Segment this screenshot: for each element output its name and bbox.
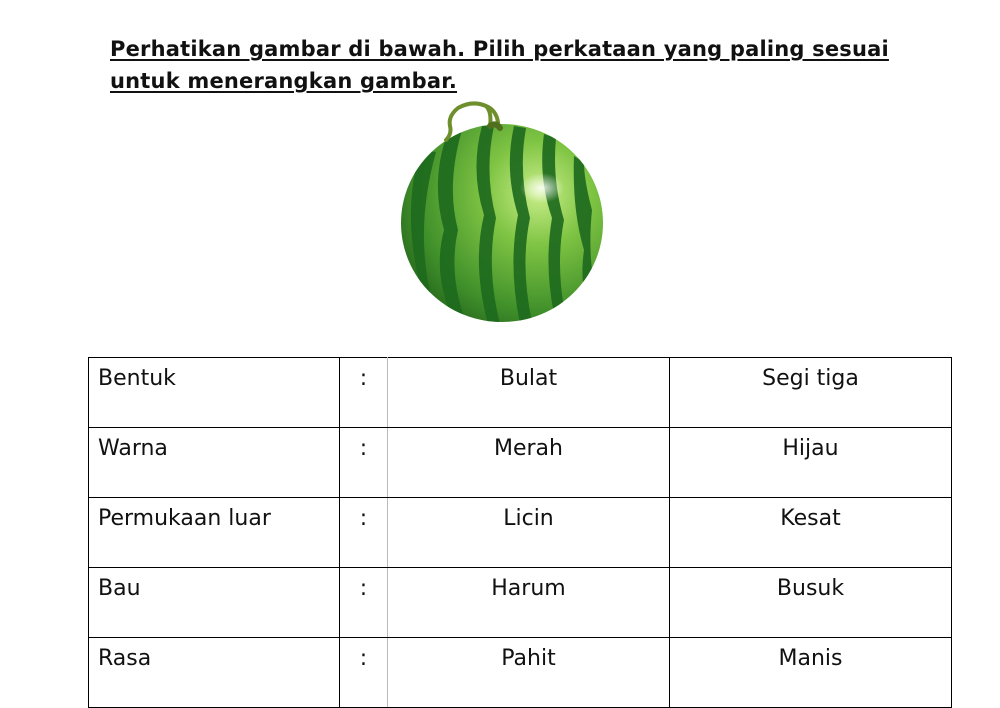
table-row-bau xyxy=(89,568,952,638)
attribute-label: Warna xyxy=(89,428,340,498)
separator: : xyxy=(340,428,388,498)
table-row-warna xyxy=(89,428,952,498)
table-row-bentuk xyxy=(89,358,952,428)
separator: : xyxy=(340,358,388,428)
instruction-line-1: Perhatikan gambar di bawah. Pilih perkataan yang paling sesuai xyxy=(110,37,889,61)
instruction-text xyxy=(110,33,910,97)
watermelon-icon xyxy=(392,100,608,326)
option-a[interactable]: Pahit xyxy=(388,638,670,708)
answer-table xyxy=(88,357,952,708)
option-a[interactable]: Bulat xyxy=(388,358,670,428)
separator: : xyxy=(340,568,388,638)
option-b[interactable]: Hijau xyxy=(670,428,952,498)
option-a[interactable]: Merah xyxy=(388,428,670,498)
option-a[interactable]: Harum xyxy=(388,568,670,638)
table-row-rasa xyxy=(89,638,952,708)
option-a[interactable]: Licin xyxy=(388,498,670,568)
option-b[interactable]: Kesat xyxy=(670,498,952,568)
attribute-label: Bau xyxy=(89,568,340,638)
option-b[interactable]: Segi tiga xyxy=(670,358,952,428)
separator: : xyxy=(340,638,388,708)
option-b[interactable]: Busuk xyxy=(670,568,952,638)
table-row-permukaan-luar xyxy=(89,498,952,568)
instruction-line-2: untuk menerangkan gambar. xyxy=(110,69,458,93)
option-b[interactable]: Manis xyxy=(670,638,952,708)
attribute-label: Rasa xyxy=(89,638,340,708)
separator: : xyxy=(340,498,388,568)
attribute-label: Permukaan luar xyxy=(89,498,340,568)
attribute-label: Bentuk xyxy=(89,358,340,428)
